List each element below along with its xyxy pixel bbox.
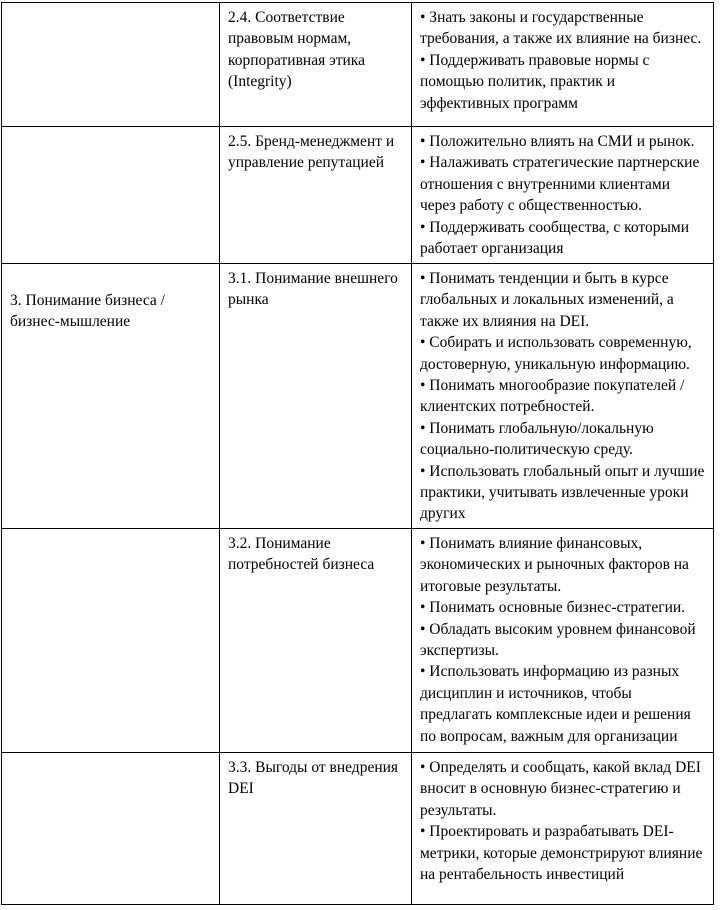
bullet-item: • Использовать информацию из разных дисциплин и источников, чтобы предлагать комплексные идеи и решения по вопросам, важным для организации xyxy=(420,663,691,745)
bullet-item: • Положительно влиять на СМИ и рынок. xyxy=(420,133,695,150)
competency-text: 3.3. Выгоды от внедрения DEI xyxy=(228,759,399,798)
competency-cell xyxy=(220,753,412,905)
bullet-item: • Понимать основные бизнес-стратегии. xyxy=(420,599,686,617)
indicators-cell xyxy=(412,529,714,753)
table-row xyxy=(2,529,714,753)
competency-table xyxy=(1,2,714,905)
competency-cell xyxy=(220,127,412,264)
competency-text: 3.1. Понимание внешнего рынка xyxy=(228,270,398,309)
competency-text: 3.2. Понимание потребностей бизнеса xyxy=(228,535,375,574)
bullet-item: • Поддерживать сообщества, с которыми работает организация xyxy=(420,218,690,258)
category-cell xyxy=(2,3,220,127)
bullet-item: • Понимать влияние финансовых, экономических и рыночных факторов на итоговые результаты. xyxy=(420,535,689,595)
bullet-item: • Понимать глобальную/локальную социально-политическую среду. xyxy=(420,419,654,459)
category-cell xyxy=(2,753,220,905)
table-row xyxy=(2,264,714,529)
category-cell xyxy=(2,529,220,753)
competency-text: 2.5. Бренд-менеджмент и управление репутацией xyxy=(228,133,395,172)
category-text: 3. Понимание бизнеса / бизнес-мышление xyxy=(10,292,165,331)
bullet-item: • Поддерживать правовые нормы с помощью политик, практик и эффективных программ xyxy=(420,51,650,112)
competency-table-body xyxy=(2,3,714,905)
bullet-item: • Проектировать и разрабатывать DEI-метрики, которые демонстрируют влияние на рентабельность инвестиций xyxy=(420,823,703,884)
bullet-item: • Понимать тенденции и быть в курсе глобальных и локальных изменений, а также их влияния на DEI. xyxy=(420,270,674,330)
table-row xyxy=(2,127,714,264)
competency-cell xyxy=(220,3,412,127)
competency-cell xyxy=(220,264,412,529)
category-cell xyxy=(2,127,220,264)
bullet-item: • Использовать глобальный опыт и лучшие практики, учитывать извлеченные уроки других xyxy=(420,462,705,523)
indicators-cell xyxy=(412,3,714,127)
bullet-item: • Налаживать стратегические партнерские отношения с внутренними клиентами через работу с общественностью. xyxy=(420,154,700,215)
table-row xyxy=(2,753,714,905)
bullet-item: • Знать законы и государственные требования, а также их влияние на бизнес. xyxy=(420,9,702,48)
bullet-item: • Определять и сообщать, какой вклад DEI вносит в основную бизнес-стратегию и результаты. xyxy=(420,759,701,819)
bullet-item: • Собирать и использовать современную, достоверную, уникальную информацию. xyxy=(420,334,692,373)
bullet-item: • Понимать многообразие покупателей / клиентских потребностей. xyxy=(420,377,685,416)
bullet-item: • Обладать высоким уровнем финансовой экспертизы. xyxy=(420,620,696,660)
table-row xyxy=(2,3,714,127)
category-cell xyxy=(2,264,220,529)
indicators-cell xyxy=(412,753,714,905)
competency-text: 2.4. Соответствие правовым нормам, корпоративная этика (Integrity) xyxy=(228,9,365,91)
competency-cell xyxy=(220,529,412,753)
indicators-cell xyxy=(412,127,714,264)
indicators-cell xyxy=(412,264,714,529)
